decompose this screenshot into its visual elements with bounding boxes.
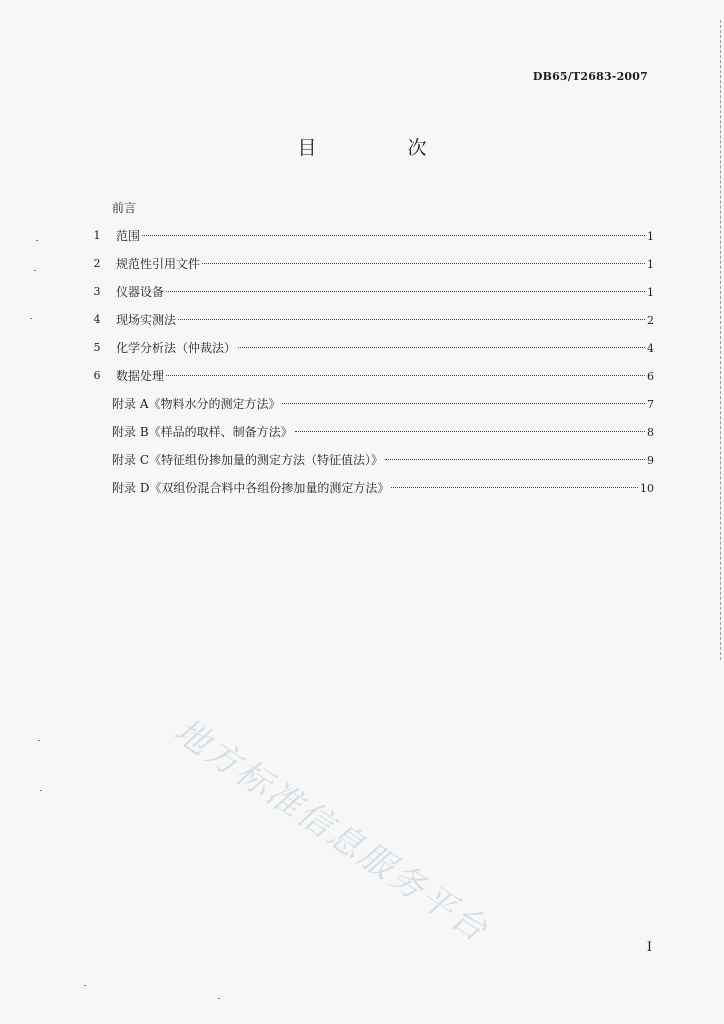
page-title: 目 次: [297, 137, 463, 159]
toc-entry-page: 8: [647, 426, 654, 439]
watermark: 地方标准信息服务平台: [166, 710, 496, 951]
toc-entry-label: 附录 A《物料水分的测定方法》: [112, 397, 281, 411]
toc-entry-appendix-b[interactable]: [112, 422, 654, 442]
toc-entry-number: 2: [93, 257, 101, 270]
toc-entry-field-measurement[interactable]: [93, 310, 654, 330]
scan-speck: [84, 985, 86, 986]
toc-entry-number: 4: [93, 313, 101, 326]
toc-entry-number: 5: [93, 341, 101, 354]
toc-entry-label: 规范性引用文件: [116, 257, 201, 271]
toc-entry-page: 4: [647, 342, 654, 355]
scan-speck: [218, 998, 220, 999]
toc-entry-number: 6: [93, 369, 101, 382]
toc-entry-page: 1: [647, 230, 654, 243]
toc-entry-label: 附录 B《样品的取样、制备方法》: [112, 425, 293, 439]
toc-leader-dots: [142, 235, 645, 236]
toc-leader-dots: [282, 403, 645, 404]
toc-entry-data-processing[interactable]: [93, 366, 654, 386]
toc-leader-dots: [166, 291, 645, 292]
toc-entry-page: 1: [647, 258, 654, 271]
toc-entry-label: 附录 C《特征组份掺加量的测定方法（特征值法）》: [112, 453, 383, 467]
scan-edge-line: [719, 20, 721, 660]
toc-entry-appendix-a[interactable]: [112, 394, 654, 414]
toc-entry-label: 现场实测法: [116, 313, 177, 327]
toc-entry-number: 1: [93, 229, 101, 242]
toc-entry-label: 范围: [116, 229, 141, 243]
scan-speck: [36, 240, 38, 241]
toc-entry-scope[interactable]: [93, 226, 654, 246]
toc-leader-dots: [238, 347, 645, 348]
scan-speck: [38, 740, 40, 741]
toc-entry-page: 1: [647, 286, 654, 299]
toc-entry-equipment[interactable]: [93, 282, 654, 302]
toc-entry-foreword[interactable]: [112, 198, 652, 218]
toc-entry-label: 附录 D《双组份混合料中各组份掺加量的测定方法》: [112, 481, 390, 495]
scan-speck: [40, 790, 42, 791]
toc-entry-label: 前言: [112, 201, 137, 215]
toc-entry-normative-references[interactable]: [93, 254, 654, 274]
toc-entry-chemical-analysis[interactable]: [93, 338, 654, 358]
toc-entry-label: 化学分析法（仲裁法）: [116, 341, 237, 355]
page-number: I: [646, 940, 652, 955]
scan-speck: [34, 270, 36, 271]
toc-entry-label: 数据处理: [116, 369, 165, 383]
toc-leader-dots: [202, 263, 645, 264]
toc-entry-page: 7: [647, 398, 654, 411]
toc-entry-page: 6: [647, 370, 654, 383]
toc-leader-dots: [391, 487, 638, 488]
toc-entry-number: 3: [93, 285, 101, 298]
toc-entry-page: 2: [647, 314, 654, 327]
toc-entry-page: 10: [640, 482, 654, 495]
toc-leader-dots: [178, 319, 645, 320]
toc-leader-dots: [166, 375, 645, 376]
toc-entry-label: 仪器设备: [116, 285, 165, 299]
toc-entry-appendix-c[interactable]: [112, 450, 654, 470]
toc-entry-appendix-d[interactable]: [112, 478, 654, 498]
document-code: DB65/T2683-2007: [532, 70, 648, 83]
toc-leader-dots: [385, 459, 645, 460]
scan-speck: [30, 318, 32, 319]
toc-leader-dots: [295, 431, 645, 432]
toc-entry-page: 9: [647, 454, 654, 467]
